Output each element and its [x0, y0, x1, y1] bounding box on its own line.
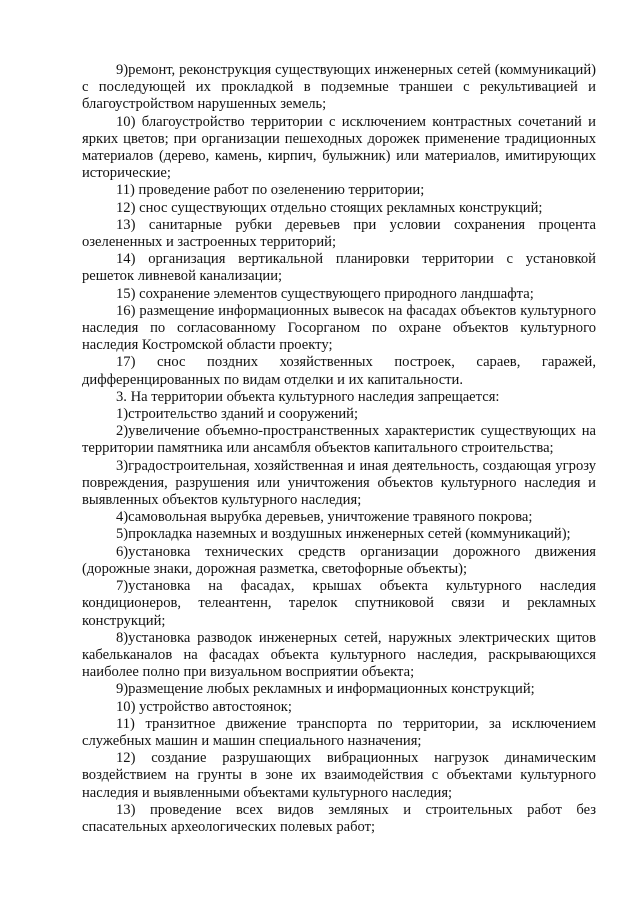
prohibited-item-12: 12) создание разрушающих вибрационных нагрузок динамическим воздействием на грунты в зоне их взаимодействия с объектами культурного наследия и выявленными объектами культурного наследия;	[82, 750, 596, 801]
prohibited-item-8: 8)установка разводок инженерных сетей, наружных электрических щитов кабельканалов на фасадах объекта культурного наследия, раскрывающихся наиболее полно при визуальном восприятии объекта;	[82, 629, 596, 681]
paragraph-item-17-demolish-sheds: 17) снос поздних хозяйственных построек, сараев, гаражей, дифференцированных по видам отделки и их капитальности.	[82, 354, 596, 388]
prohibited-item-13: 13) проведение всех видов земляных и строительных работ без спасательных археологических полевых работ;	[82, 801, 596, 835]
paragraph-item-12-demolish-ads: 12) снос существующих отдельно стоящих рекламных конструкций;	[116, 199, 543, 216]
paragraph-item-10-landscaping: 10) благоустройство территории с исключением контрастных сочетаний и ярких цветов; при организации пешеходных дорожек применение традиционных материалов (дерево, камень, кирпич, булыжник) или материалов, имитирующих исторические;	[82, 113, 596, 182]
prohibited-item-11: 11) транзитное движение транспорта по территории, за исключением служебных машин и машин специального назначения;	[82, 715, 596, 749]
prohibited-item-4: 4)самовольная вырубка деревьев, уничтожение травяного покрова;	[116, 509, 533, 526]
prohibited-item-2: 2)увеличение объемно-пространственных характеристик существующих на территории памятника или ансамбля объектов капитального строительства;	[82, 423, 596, 457]
paragraph-item-9-repair-networks: 9)ремонт, реконструкция существующих инженерных сетей (коммуникаций) с последующей их прокладкой в подземные траншеи с рекультивацией и благоустройством нарушенных земель;	[82, 62, 596, 113]
paragraph-item-11-greening: 11) проведение работ по озеленению территории;	[116, 182, 425, 199]
prohibited-item-5: 5)прокладка наземных и воздушных инженерных сетей (коммуникаций);	[116, 526, 571, 543]
paragraph-item-14-vertical-planning: 14) организация вертикальной планировки территории с установкой решеток ливневой канализации;	[82, 251, 596, 285]
prohibited-item-6: 6)установка технических средств организации дорожного движения (дорожные знаки, дорожная разметка, светофорные объекты);	[82, 543, 596, 577]
prohibited-item-3: 3)градостроительная, хозяйственная и иная деятельность, создающая угрозу повреждения, разрушения или уничтожения объектов культурного наследия и выявленных объектов культурного наследия;	[82, 457, 596, 509]
paragraph-item-16-signs: 16) размещение информационных вывесок на фасадах объектов культурного наследия по согласованному Госорганом по охране объектов культурного наследия Костромской области проекту;	[82, 302, 596, 354]
prohibited-item-1: 1)строительство зданий и сооружений;	[116, 406, 359, 423]
prohibited-item-10: 10) устройство автостоянок;	[116, 698, 292, 715]
document-page	[82, 62, 596, 836]
prohibited-item-7: 7)установка на фасадах, крышах объекта культурного наследия кондиционеров, телеантенн, тарелок спутниковой связи и рекламных конструкций;	[82, 578, 596, 629]
prohibited-item-9: 9)размещение любых рекламных и информационных конструкций;	[116, 681, 535, 698]
paragraph-item-13-sanitary-cutting: 13) санитарные рубки деревьев при условии сохранения процента озелененных и застроенных территорий;	[82, 216, 596, 251]
paragraph-item-15-landscape: 15) сохранение элементов существующего природного ландшафта;	[116, 285, 534, 302]
section-heading-prohibited: 3. На территории объекта культурного наследия запрещается:	[116, 388, 500, 405]
